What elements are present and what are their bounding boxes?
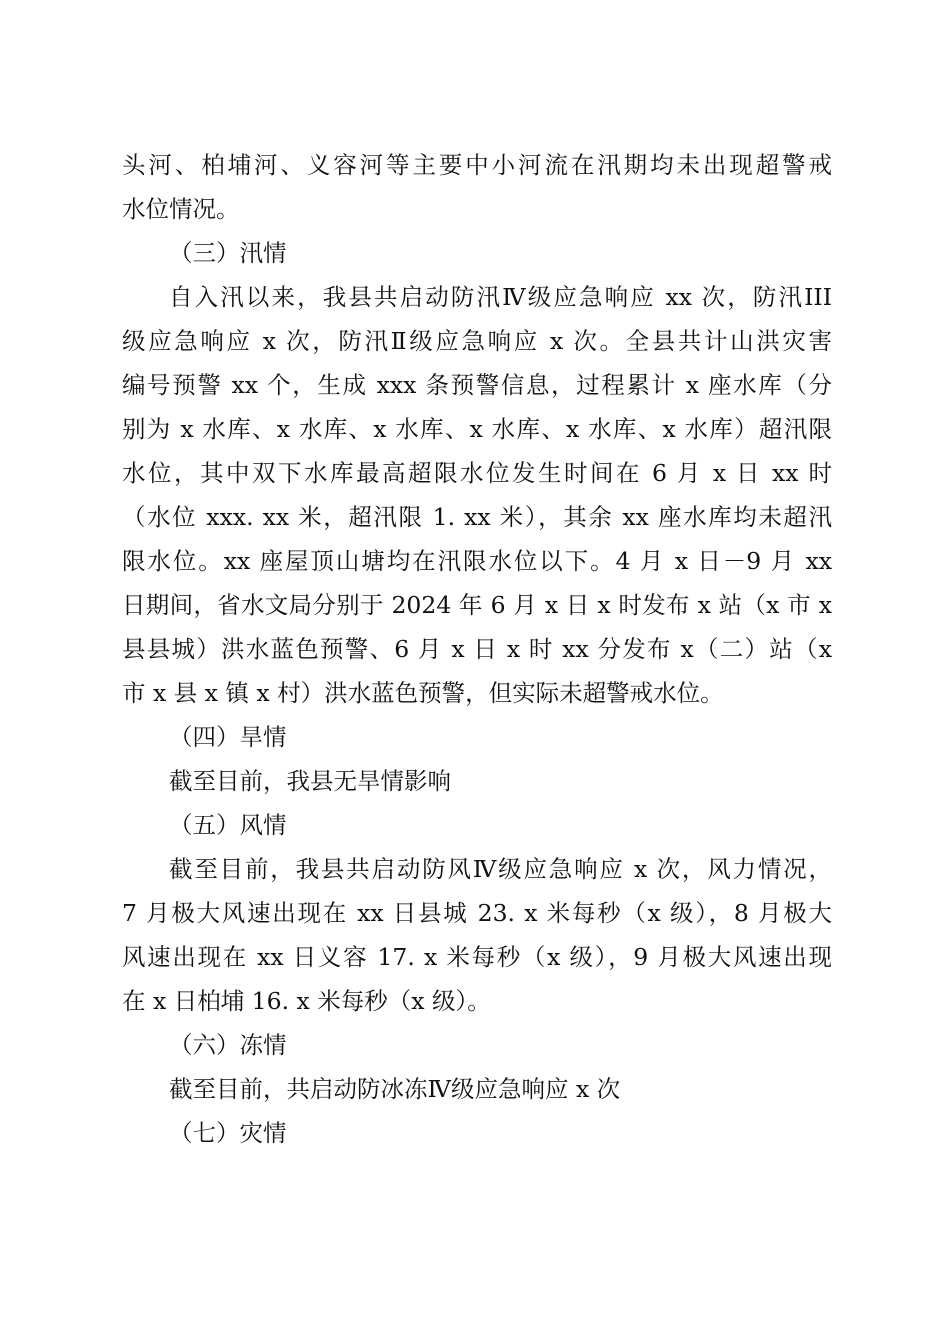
paragraph-line: （水位 xxx. xx 米，超汛限 1. xx 米），其余 xx 座水库均未超汛 (122, 503, 832, 531)
paragraph-line: 截至目前，共启动防冰冻Ⅳ级应急响应 x 次 (169, 1075, 621, 1103)
paragraph-line: 在 x 日柏埔 16. x 米每秒（x 级）。 (122, 987, 491, 1015)
paragraph-line: 县县城）洪水蓝色预警、6 月 x 日 x 时 xx 分发布 x（二）站（x (122, 635, 832, 663)
paragraph-line: 市 x 县 x 镇 x 村）洪水蓝色预警，但实际未超警戒水位。 (122, 679, 724, 707)
paragraph-line: 编号预警 xx 个，生成 xxx 条预警信息，过程累计 x 座水库（分 (122, 371, 832, 399)
section-heading-disaster-situation: （七）灾情 (169, 1119, 287, 1147)
section-heading-drought-situation: （四）旱情 (169, 723, 287, 751)
paragraph-line: 自入汛以来，我县共启动防汛Ⅳ级应急响应 xx 次，防汛III (169, 283, 832, 311)
paragraph-line: 日期间，省水文局分别于 2024 年 6 月 x 日 x 时发布 x 站（x 市 x (122, 591, 832, 619)
paragraph-line: 截至目前，我县无旱情影响 (169, 767, 451, 795)
paragraph-line: 水位情况。 (122, 195, 240, 223)
section-heading-wind-situation: （五）风情 (169, 811, 287, 839)
paragraph-line: 风速出现在 xx 日义容 17. x 米每秒（x 级），9 月极大风速出现 (122, 943, 832, 971)
paragraph-line: 限水位。xx 座屋顶山塘均在汛限水位以下。4 月 x 日－9 月 xx (122, 547, 832, 575)
paragraph-line: 头河、柏埔河、义容河等主要中小河流在汛期均未出现超警戒 (122, 151, 832, 179)
document-body (122, 143, 832, 1155)
section-heading-flood-situation: （三）汛情 (169, 239, 287, 267)
paragraph-line: 别为 x 水库、x 水库、x 水库、x 水库、x 水库、x 水库）超汛限 (122, 415, 832, 443)
paragraph-line: 7 月极大风速出现在 xx 日县城 23. x 米每秒（x 级），8 月极大 (122, 899, 832, 927)
paragraph-line: 截至目前，我县共启动防风Ⅳ级应急响应 x 次，风力情况， (169, 855, 832, 883)
paragraph-line: 级应急响应 x 次，防汛Ⅱ级应急响应 x 次。全县共计山洪灾害 (122, 327, 832, 355)
section-heading-freeze-situation: （六）冻情 (169, 1031, 287, 1059)
paragraph-line: 水位，其中双下水库最高超限水位发生时间在 6 月 x 日 xx 时 (122, 459, 832, 487)
